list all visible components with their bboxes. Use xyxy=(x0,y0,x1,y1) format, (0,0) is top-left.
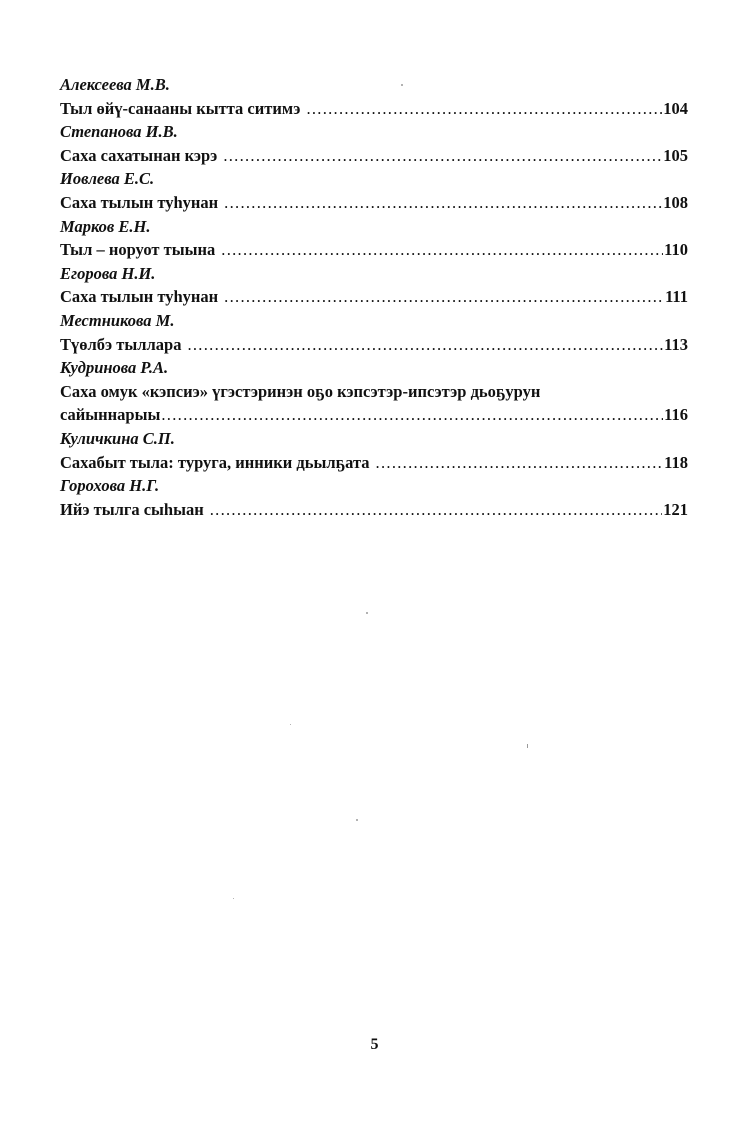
dot-leader xyxy=(161,403,663,427)
toc-entry-title: Тыл өйү-санааны кытта ситимэ xyxy=(60,98,301,118)
toc-page-number: 113 xyxy=(664,334,688,354)
toc-entry-title: Түөлбэ тыллара xyxy=(60,334,182,354)
table-of-contents xyxy=(60,73,688,521)
toc-page-number: 105 xyxy=(663,145,688,165)
scan-speck xyxy=(401,84,403,86)
toc-page-number: 116 xyxy=(664,405,688,425)
toc-entry-title-line: Саха омук «кэпсиэ» үгэстэринэн оҕо кэпсэтэр-ипсэтэр дьоҕурун xyxy=(60,381,541,401)
toc-author: Горохова Н.Г. xyxy=(60,476,160,496)
toc-entry xyxy=(60,144,688,168)
toc-author: Егорова Н.И. xyxy=(60,263,156,283)
toc-entry-title: Саха сахатынан кэрэ xyxy=(60,145,218,165)
toc-entry-title: Саха тылын туһунан xyxy=(60,192,219,212)
scan-speck xyxy=(527,744,528,748)
scan-speck xyxy=(366,612,368,614)
dot-leader xyxy=(376,451,664,475)
toc-entry xyxy=(60,191,688,215)
toc-entry-title: Саха тылын туһунан xyxy=(60,287,219,307)
toc-author: Кудринова Р.А. xyxy=(60,358,169,378)
toc-entry-title: сайыннарыы xyxy=(60,405,161,425)
toc-author: Иовлева Е.С. xyxy=(60,169,155,189)
toc-entry xyxy=(60,498,688,522)
dot-leader xyxy=(221,238,663,262)
toc-author: Степанова И.В. xyxy=(60,122,178,142)
scan-speck xyxy=(356,819,358,821)
page-number: 5 xyxy=(370,1036,379,1053)
toc-page-number: 108 xyxy=(663,192,688,212)
toc-entry-title: Сахабыт тыла: туруга, инники дьылҕата xyxy=(60,452,370,472)
dot-leader xyxy=(224,191,662,215)
toc-page-number: 111 xyxy=(665,287,688,307)
dot-leader xyxy=(306,97,662,121)
dot-leader xyxy=(187,333,663,357)
toc-entry xyxy=(60,403,688,427)
toc-page-number: 121 xyxy=(663,499,688,519)
scan-speck xyxy=(290,724,291,725)
dot-leader xyxy=(210,498,663,522)
toc-page-number: 110 xyxy=(664,240,688,260)
toc-entry xyxy=(60,451,688,475)
toc-entry xyxy=(60,333,688,357)
toc-entry-title: Тыл – норуот тыына xyxy=(60,240,216,260)
dot-leader xyxy=(224,285,664,309)
toc-entry xyxy=(60,238,688,262)
toc-entry xyxy=(60,97,688,121)
toc-entry xyxy=(60,285,688,309)
toc-entry-title: Ийэ тылга сыһыан xyxy=(60,499,204,519)
toc-author: Алексеева М.В. xyxy=(60,75,170,94)
toc-page-number: 104 xyxy=(663,98,688,118)
toc-page-number: 118 xyxy=(664,452,688,472)
toc-author: Местникова М. xyxy=(60,310,175,330)
dot-leader xyxy=(223,144,662,168)
scan-speck xyxy=(233,898,234,899)
toc-author: Марков Е.Н. xyxy=(60,216,151,236)
toc-author: Куличкина С.П. xyxy=(60,428,175,448)
